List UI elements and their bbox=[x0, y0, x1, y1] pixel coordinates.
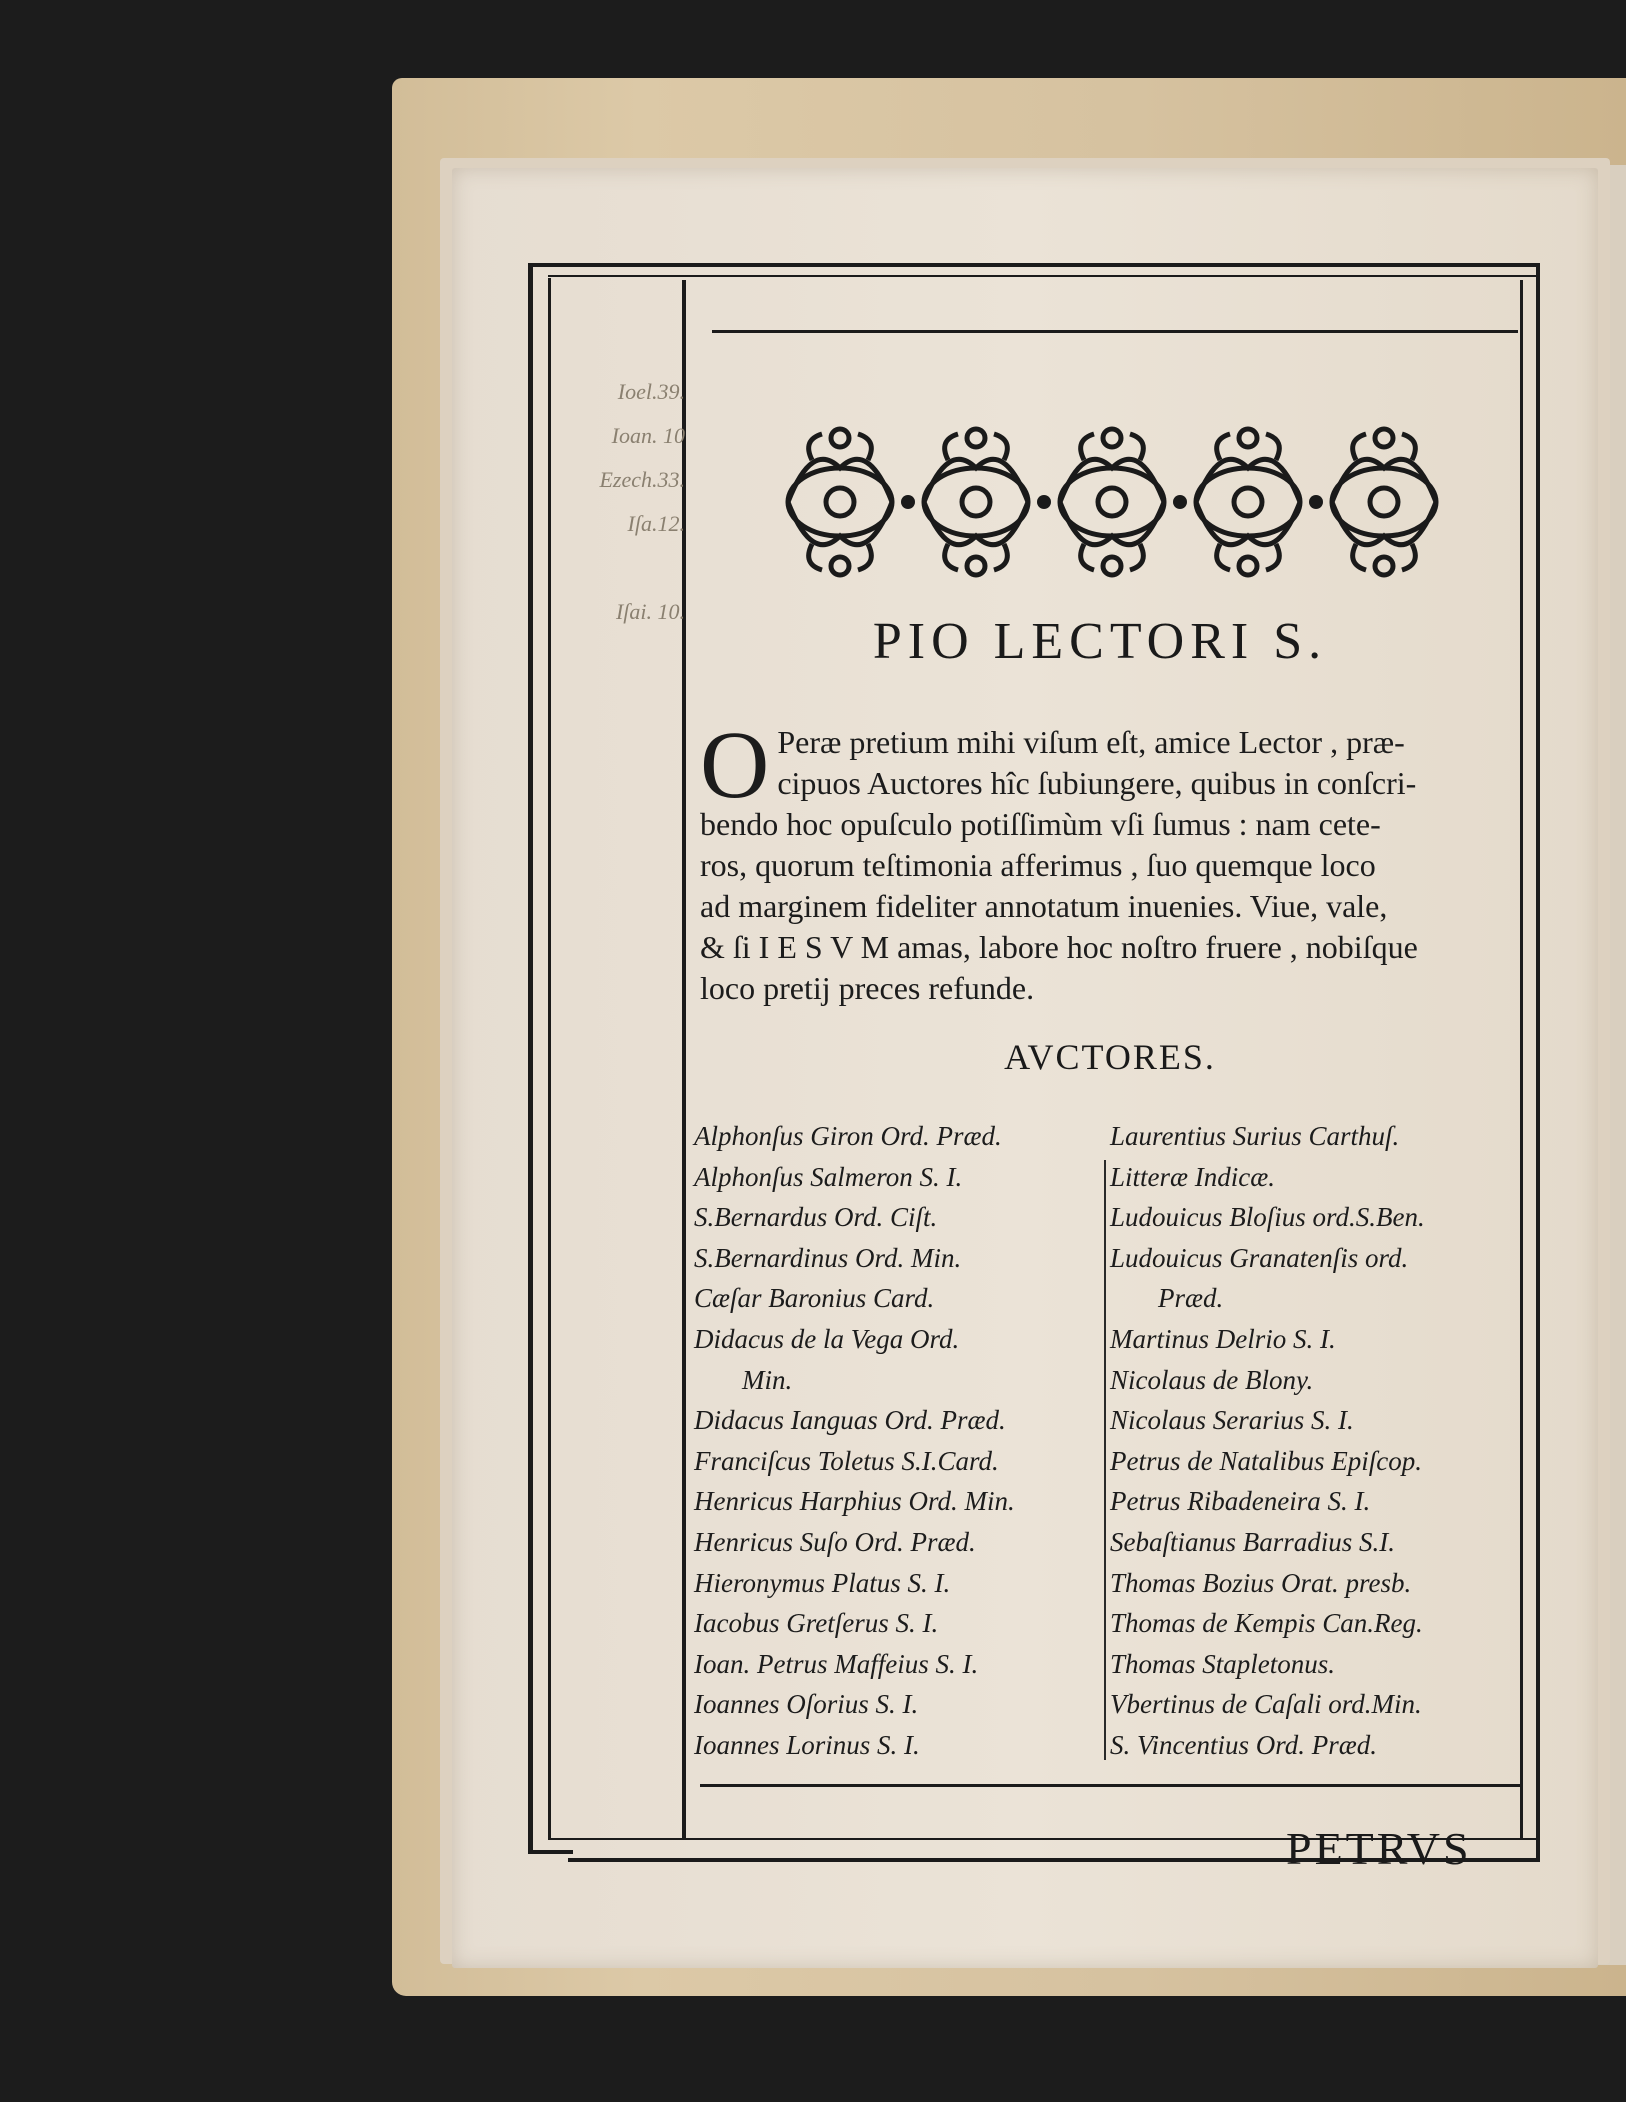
preface-paragraph bbox=[700, 711, 1520, 1009]
author-entry: Laurentius Surius Carthuſ. bbox=[1110, 1121, 1400, 1151]
author-entry: Præd. bbox=[1158, 1283, 1224, 1314]
author-entry: Didacus de la Vega Ord. bbox=[694, 1323, 960, 1354]
author-entry: Henricus Harphius Ord. Min. bbox=[694, 1486, 1015, 1517]
text-bottom-rule bbox=[700, 1784, 1520, 1787]
paragraph-line: loco pretij preces refunde. bbox=[700, 970, 1035, 1006]
author-entry: Min. bbox=[742, 1364, 793, 1395]
text-top-rule bbox=[712, 330, 1518, 333]
author-entry: Ioannes Lorinus S. I. bbox=[694, 1729, 920, 1760]
author-entry: Martinus Delrio S. I. bbox=[1110, 1323, 1336, 1354]
author-entry: Sebaſtianus Barradius S.I. bbox=[1110, 1526, 1396, 1557]
author-entry: S.Bernardus Ord. Ciſt. bbox=[694, 1202, 938, 1233]
author-entry: Iacobus Gretſerus S. I. bbox=[694, 1608, 939, 1639]
author-entry: Nicolaus Serarius S. I. bbox=[1110, 1405, 1354, 1436]
paragraph-line: Peræ pretium mihi viſum eſt, amice Lector , præ- bbox=[777, 724, 1405, 760]
ornamental-headpiece-icon bbox=[772, 420, 1452, 585]
margin-note: Iſai. 10. bbox=[615, 599, 685, 624]
author-entry: Petrus Ribadeneira S. I. bbox=[1110, 1486, 1371, 1517]
author-entry: Cæſar Baronius Card. bbox=[694, 1283, 935, 1314]
drop-cap: O bbox=[700, 711, 770, 818]
frame-outer-left-rule bbox=[528, 263, 533, 1854]
author-entry: Hieronymus Platus S. I. bbox=[694, 1567, 951, 1598]
author-entry: S.Bernardinus Ord. Min. bbox=[694, 1242, 962, 1273]
paragraph-line: bendo hoc opuſculo potiſſimùm vſi ſumus : nam cete- bbox=[700, 806, 1381, 842]
author-entry: Thomas Stapletonus. bbox=[1110, 1648, 1336, 1679]
author-column-divider bbox=[1104, 1160, 1106, 1760]
author-entry: Thomas de Kempis Can.Reg. bbox=[1110, 1608, 1423, 1639]
author-entry: Didacus Ianguas Ord. Præd. bbox=[694, 1405, 1006, 1436]
author-entry: Vbertinus de Caſali ord.Min. bbox=[1110, 1689, 1422, 1720]
authors-list-left bbox=[694, 1116, 1104, 1766]
author-entry: Franciſcus Toletus S.I.Card. bbox=[694, 1445, 999, 1476]
paragraph-line: & ſi I E S V M amas, labore hoc noſtro fruere , nobiſque bbox=[700, 929, 1418, 965]
author-entry: Alphonſus Salmeron S. I. bbox=[694, 1161, 963, 1192]
author-entry: Nicolaus de Blony. bbox=[1110, 1364, 1314, 1395]
margin-note: Iſa.12. bbox=[627, 511, 685, 536]
frame-top-inner-rule bbox=[548, 275, 1536, 277]
author-entry: S. Vincentius Ord. Præd. bbox=[1110, 1729, 1377, 1760]
catchword: PETRVS bbox=[1286, 1823, 1472, 1874]
authors-list-right bbox=[1110, 1116, 1530, 1766]
author-entry: Petrus de Natalibus Epiſcop. bbox=[1110, 1445, 1422, 1476]
margin-note: Ioan. 10 bbox=[611, 423, 685, 448]
author-entry: Thomas Bozius Orat. presb. bbox=[1110, 1567, 1412, 1598]
author-entry: Ioan. Petrus Maffeius S. I. bbox=[694, 1648, 979, 1679]
page-title: PIO LECTORI S. bbox=[872, 613, 1328, 670]
paragraph-line: ad marginem fideliter annotatum inuenies. Viue, vale, bbox=[700, 888, 1388, 924]
frame-bottom-left-joint bbox=[528, 1850, 573, 1854]
author-entry: Ludouicus Granatenſis ord. bbox=[1110, 1242, 1409, 1273]
author-entry: Alphonſus Giron Ord. Præd. bbox=[694, 1121, 1002, 1151]
margin-note bbox=[575, 546, 685, 590]
author-entry: Ludouicus Bloſius ord.S.Ben. bbox=[1110, 1202, 1425, 1233]
paragraph-line: cipuos Auctores hîc ſubiungere, quibus in conſcri- bbox=[777, 765, 1417, 801]
paragraph-line: ros, quorum teſtimonia afferimus , ſuo quemque loco bbox=[700, 847, 1376, 883]
frame-inner-left-rule bbox=[548, 278, 551, 1838]
author-entry: Ioannes Oſorius S. I. bbox=[694, 1689, 919, 1720]
authors-heading: AVCTORES. bbox=[1004, 1037, 1216, 1077]
author-entry: Henricus Suſo Ord. Præd. bbox=[694, 1526, 976, 1557]
margin-notes bbox=[575, 370, 685, 634]
margin-note: Ioel.39. bbox=[617, 379, 685, 404]
author-entry: Litteræ Indicæ. bbox=[1110, 1161, 1276, 1192]
frame-top-left-joint bbox=[528, 263, 573, 267]
margin-note: Ezech.33. bbox=[599, 467, 685, 492]
